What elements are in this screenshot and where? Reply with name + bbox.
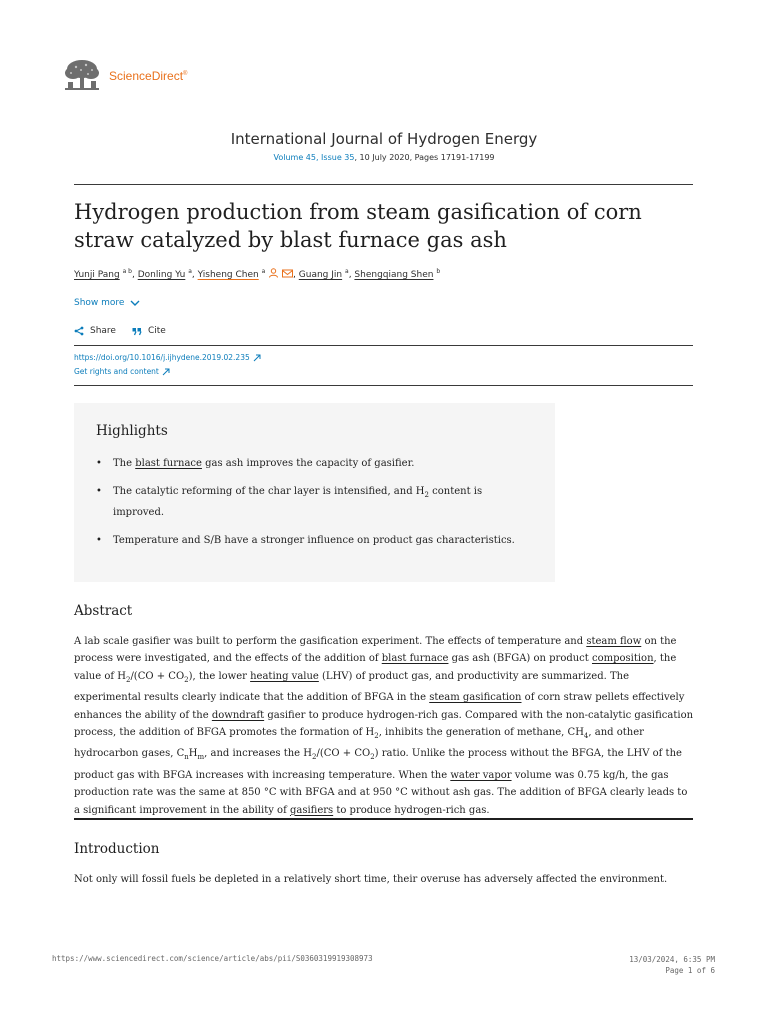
author-list: Yunji Pang $^{a b}$, Donling Yu $^a$, Yisheng Chen $^a$ , Guang Jin $^a$, Shengqiang Shen $^b$ bbox=[74, 268, 441, 280]
term-link[interactable]: heating value bbox=[250, 670, 319, 682]
author-link[interactable]: Yisheng Chen bbox=[197, 270, 259, 280]
author-affiliation: a b bbox=[122, 268, 132, 275]
share-label: Share bbox=[90, 326, 116, 336]
author-affiliation: a bbox=[345, 268, 349, 275]
doi-text: https://doi.org/10.1016/j.ijhydene.2019.02.235 bbox=[74, 353, 250, 362]
footer-url: https://www.sciencedirect.com/science/article/abs/pii/S0360319919308973 bbox=[52, 954, 373, 963]
term-link[interactable]: downdraft bbox=[211, 709, 265, 721]
sciencedirect-logo[interactable] bbox=[62, 58, 187, 94]
highlights-box bbox=[74, 403, 555, 582]
cite-label: Cite bbox=[147, 326, 166, 336]
share-icon bbox=[74, 326, 84, 336]
journal-issue-info bbox=[0, 153, 768, 162]
abstract-text: A lab scale gasifier was built to perform the gasification experiment. The effects of temperature and steam flow on the process were investigated, and the effects of the addition of blast furnace gas ash (BFGA) on product composition, the value of $H_2/(CO + CO_2)$, the lower heating value (LHV) of product gas, and productivity are summarized. The experimental results clearly indicate that the addition of BFGA in the steam gasification of corn straw pellets effectively enhances the ability of the downdraft gasifier to produce hydrogen-rich gas. Compared with the non-catalytic gasification process, the addition of BFGA promotes the formation of $H_2$, inhibits the generation of methane, $CH_4$, and other hydrocarbon gases, $C_nH_m$, and increases the $H_2/(CO + CO_2)$ ratio. Unlike the process without the BFGA, the LHV of the product gas with BFGA increases with increasing temperature. When the water vapor volume was 0.75 kg/h, the gas production rate was the same at 850 °C with BFGA and at 950 °C without ash gas. The addition of BFGA clearly leads to a significant improvement in the ability of gasifiers to produce hydrogen-rich gas. bbox=[74, 636, 694, 816]
author-affiliation: a bbox=[261, 268, 266, 275]
highlight-item: • The catalytic reforming of the char layer is intensified, and $H_2$ content is improved. bbox=[96, 483, 516, 521]
cite-button[interactable] bbox=[132, 326, 166, 336]
author-affiliation: a bbox=[188, 268, 192, 275]
elsevier-tree-icon bbox=[62, 58, 102, 94]
rights-text: Get rights and content bbox=[74, 367, 159, 376]
email-icon[interactable] bbox=[282, 269, 293, 281]
header-divider bbox=[74, 184, 693, 185]
footer-page: Page 1 of 6 bbox=[665, 966, 715, 975]
introduction-heading: Introduction bbox=[74, 841, 160, 857]
term-link[interactable]: steam gasification bbox=[429, 692, 522, 704]
term-link[interactable]: blast furnace bbox=[135, 458, 202, 469]
term-link[interactable]: blast furnace bbox=[381, 653, 449, 665]
author-link[interactable]: Guang Jin bbox=[298, 270, 343, 280]
doi-link[interactable] bbox=[74, 353, 261, 362]
logo-wordmark: ScienceDirect® bbox=[109, 69, 188, 83]
introduction-text: Not only will fossil fuels be depleted in a relatively short time, their overuse has adversely affected the environment. bbox=[74, 874, 668, 885]
term-link[interactable]: gasifiers bbox=[289, 804, 334, 816]
abstract-divider bbox=[74, 818, 693, 820]
highlights-heading: Highlights bbox=[96, 423, 168, 439]
external-link-icon bbox=[253, 354, 261, 362]
term-link[interactable]: composition bbox=[591, 653, 654, 665]
highlight-item: • Temperature and S/B have a stronger influence on product gas characteristics. bbox=[96, 532, 516, 549]
author-link[interactable]: Donling Yu bbox=[137, 270, 186, 280]
journal-title[interactable]: International Journal of Hydrogen Energy bbox=[230, 130, 538, 148]
term-link[interactable]: water vapor bbox=[450, 769, 512, 781]
author-link[interactable]: Shengqiang Shen bbox=[354, 270, 434, 280]
article-actions bbox=[74, 326, 182, 336]
footer-info bbox=[629, 954, 715, 976]
date-pages: , 10 July 2020, Pages 17191-17199 bbox=[354, 153, 495, 162]
author-link[interactable]: Yunji Pang bbox=[74, 270, 120, 280]
chevron-down-icon bbox=[130, 300, 140, 307]
highlights-list bbox=[96, 455, 516, 560]
external-link-icon bbox=[162, 368, 170, 376]
person-icon[interactable] bbox=[268, 268, 279, 281]
volume-issue-link[interactable]: Volume 45, Issue 35 bbox=[273, 153, 355, 162]
share-button[interactable] bbox=[74, 326, 116, 336]
term-link[interactable]: steam flow bbox=[586, 636, 642, 647]
author-affiliation: b bbox=[436, 268, 441, 275]
highlight-item: • The blast furnace gas ash improves the capacity of gasifier. bbox=[96, 455, 516, 472]
quote-icon bbox=[132, 327, 142, 336]
actions-divider bbox=[74, 345, 693, 346]
rights-link[interactable] bbox=[74, 367, 170, 376]
show-more-button[interactable] bbox=[74, 298, 140, 308]
article-title: Hydrogen production from steam gasification of corn straw catalyzed by blast furnace gas ash bbox=[74, 200, 642, 252]
doi-divider bbox=[74, 385, 693, 386]
footer-datetime: 13/03/2024, 6:35 PM bbox=[629, 955, 715, 964]
abstract-heading: Abstract bbox=[74, 603, 133, 619]
show-more-label: Show more bbox=[74, 298, 125, 308]
